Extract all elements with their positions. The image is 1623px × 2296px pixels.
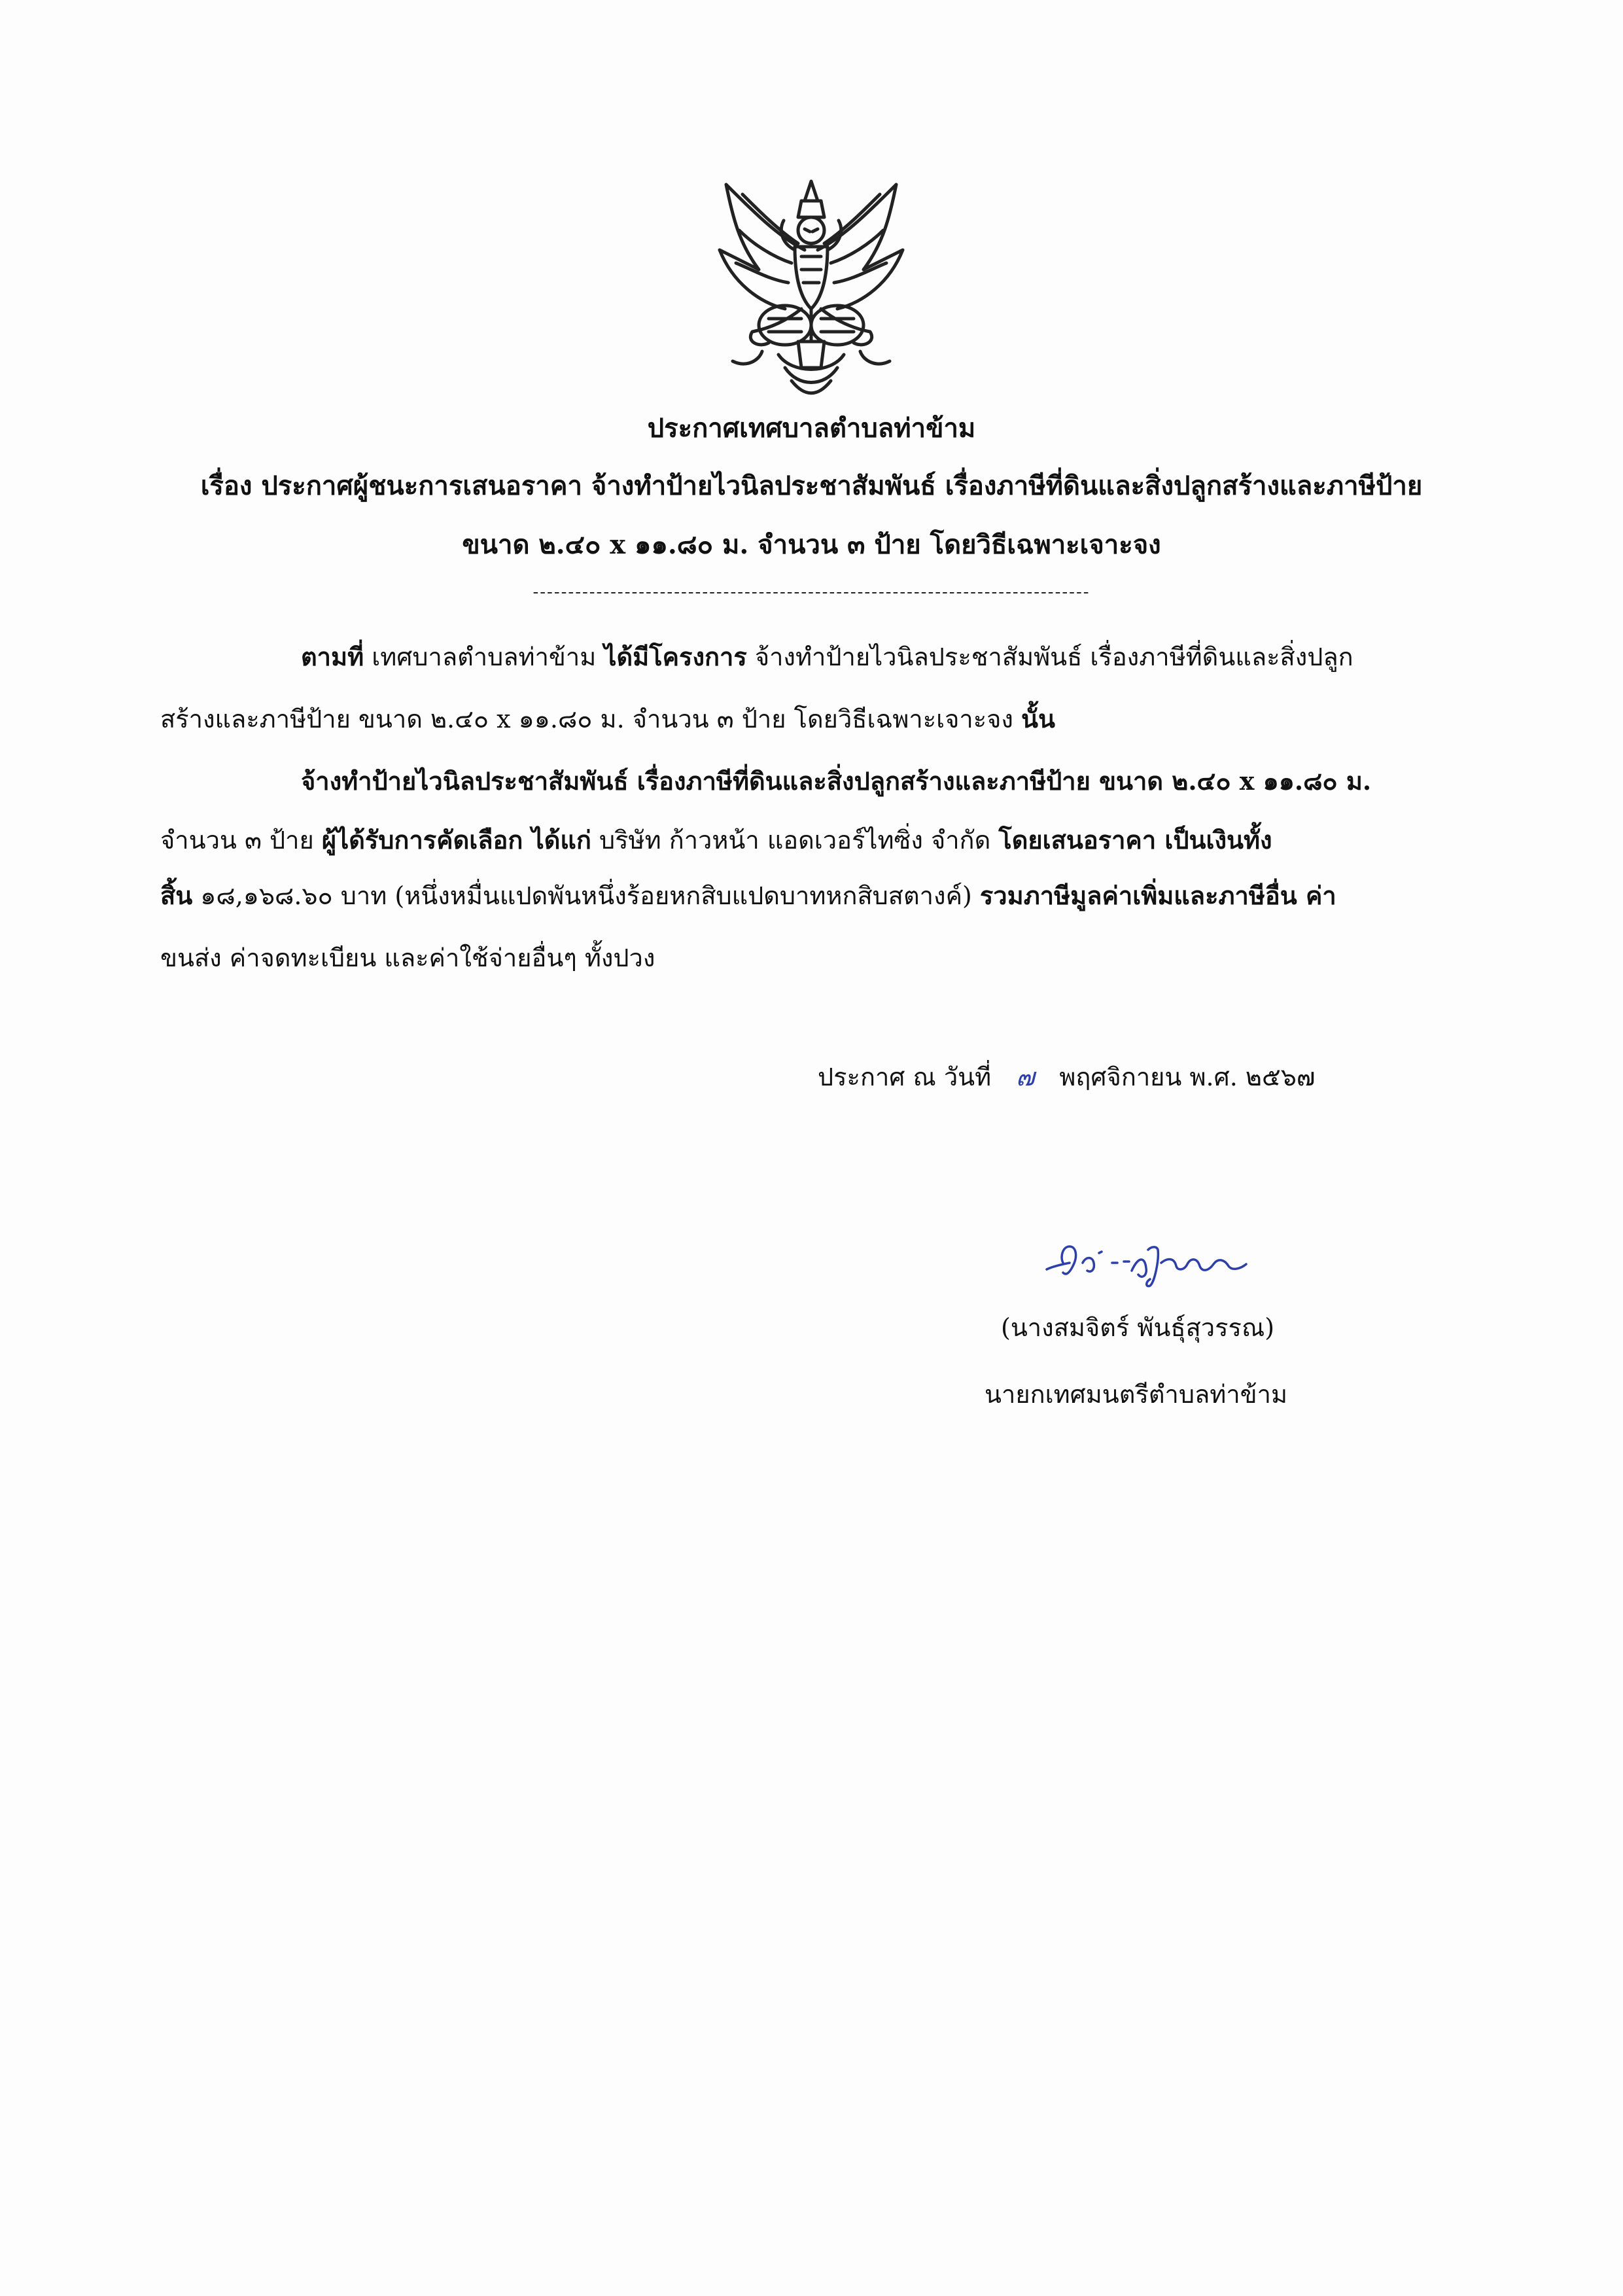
paragraph-2-line-1 <box>301 766 1372 796</box>
signer-position: นายกเทศมนตรีตำบลท่าข้าม <box>985 1380 1288 1409</box>
text-bold: ผู้ได้รับการคัดเลือก ได้แก่ <box>321 825 591 855</box>
divider-line: ------------------------------------------------------------------------------- <box>532 582 1091 602</box>
subject-line-1: เรื่อง ประกาศผู้ชนะการเสนอราคา จ้างทำป้ายไวนิลประชาสัมพันธ์ เรื่องภาษีที่ดินและสิ่งปลูกสร้างและภาษีป้าย <box>200 470 1423 501</box>
subject-line-2: ขนาด ๒.๔๐ x ๑๑.๘๐ ม. จำนวน ๓ ป้าย โดยวิธีเฉพาะเจาะจง <box>462 529 1161 560</box>
date-day-handwritten: ๗ <box>1015 1063 1035 1091</box>
text-bold: สิ้น <box>160 881 193 910</box>
date-prefix: ประกาศ ณ วันที่ <box>818 1063 992 1091</box>
garuda-emblem-icon <box>707 171 916 400</box>
text-bold: โดยเสนอราคา เป็นเงินทั้ง <box>998 825 1272 855</box>
paragraph-2-line-4 <box>160 945 655 970</box>
announcement-date <box>818 1057 1315 1097</box>
text-bold: รวมภาษีมูลค่าเพิ่มและภาษีอื่น ค่า <box>979 881 1336 910</box>
text-bold: ตามที่ <box>301 642 364 671</box>
signer-name: (นางสมจิตร์ พันธุ์สุวรรณ) <box>1001 1313 1275 1342</box>
text: ขนส่ง ค่าจดทะเบียน และค่าใช้จ่ายอื่นๆ ทั้งปวง <box>160 944 655 972</box>
text: จ้างทำป้ายไวนิลประชาสัมพันธ์ เรื่องภาษีที่ดินและสิ่งปลูกสร้างและภาษีป้าย ขนาด ๒.๔๐ x ๑๑.๘๐ ม. <box>301 766 1372 796</box>
paragraph-2-line-3 <box>160 883 1336 908</box>
text-bold: ได้มีโครงการ <box>604 642 747 671</box>
text-bold: นั้น <box>1021 704 1055 733</box>
text: เทศบาลตำบลท่าข้าม <box>364 643 604 671</box>
text: จำนวน ๓ ป้าย <box>160 826 322 855</box>
paragraph-2-line-2 <box>160 825 1272 855</box>
signature-icon <box>1034 1230 1269 1296</box>
text: สร้างและภาษีป้าย ขนาด ๒.๔๐ x ๑๑.๘๐ ม. จำนวน ๓ ป้าย โดยวิธีเฉพาะเจาะจง <box>160 705 1022 733</box>
date-suffix: พฤศจิกายน พ.ศ. ๒๕๖๗ <box>1059 1063 1316 1091</box>
text: ๑๘,๑๖๘.๖๐ บาท (หนึ่งหมื่นแปดพันหนึ่งร้อยหกสิบแปดบาทหกสิบสตางค์) <box>192 881 980 910</box>
paragraph-1-line-2 <box>160 704 1055 733</box>
announcement-title: ประกาศเทศบาลตำบลท่าข้าม <box>647 413 976 444</box>
text: บริษัท ก้าวหน้า แอดเวอร์ไทซิ่ง จำกัด <box>591 826 999 855</box>
text: จ้างทำป้ายไวนิลประชาสัมพันธ์ เรื่องภาษีที่ดินและสิ่งปลูก <box>746 643 1353 671</box>
paragraph-1-line-1 <box>301 642 1353 671</box>
